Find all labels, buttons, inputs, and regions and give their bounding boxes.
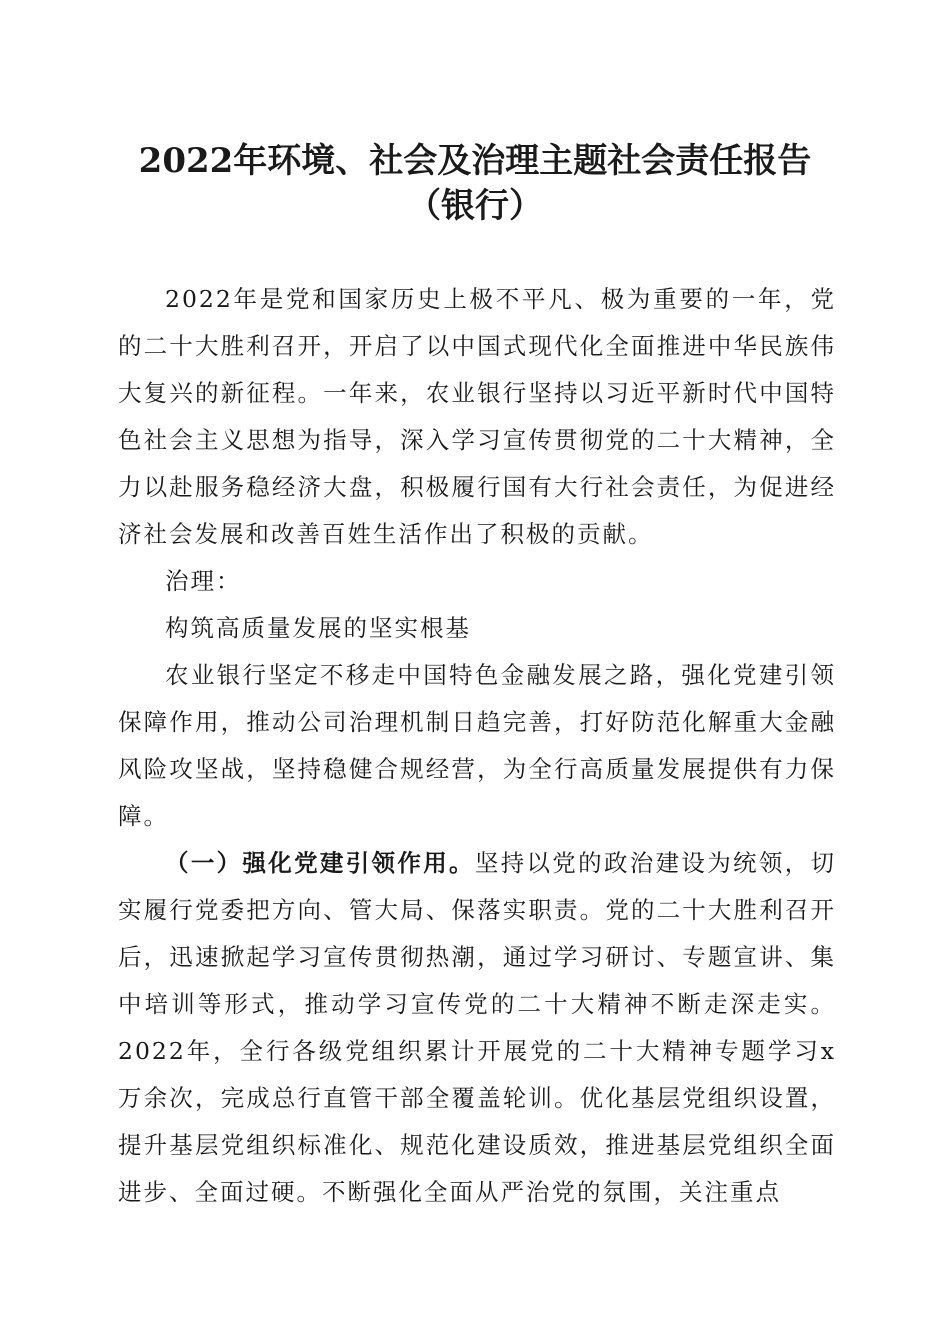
section-heading: 构筑高质量发展的坚实根基	[165, 614, 471, 642]
document-title: 2022年环境、社会及治理主题社会责任报告	[138, 141, 812, 181]
item-1-lead: （一）强化党建引领作用。	[165, 849, 475, 877]
document-subtitle: （银行）	[407, 186, 543, 226]
intro-paragraph: 2022年是党和国家历史上极不平凡、极为重要的一年，党的二十大胜利召开，开启了以中国式现代化全面推进中华民族伟大复兴的新征程。一年来，农业银行坚持以习近平新时代中国特色社会主义思想为指导，深入学习宣传贯彻党的二十大精神，全力以赴服务稳经济大盘，积极履行国有大行社会责任，为促进经济社会发展和改善百姓生活作出了积极的贡献。	[118, 285, 836, 548]
item-1-paragraph	[118, 840, 836, 1216]
item-1-body: 坚持以党的政治建设为统领，切实履行党委把方向、管大局、保落实职责。党的二十大胜利召开后，迅速掀起学习宣传贯彻热潮，通过学习研讨、专题宣讲、集中培训等形式，推动学习宣传党的二十大精神不断走深走实。2022年，全行各级党组织累计开展党的二十大精神专题学习x万余次，完成总行直管干部全覆盖轮训。优化基层党组织设置，提升基层党组织标准化、规范化建设质效，推进基层党组织全面进步、全面过硬。不断强化全面从严治党的氛围，关注重点	[118, 849, 837, 1206]
section-summary-paragraph: 农业银行坚定不移走中国特色金融发展之路，强化党建引领保障作用，推动公司治理机制日趋完善，打好防范化解重大金融风险攻坚战，坚持稳健合规经营，为全行高质量发展提供有力保障。	[118, 661, 836, 830]
section-label: 治理：	[165, 567, 242, 595]
document-body	[118, 276, 836, 1216]
